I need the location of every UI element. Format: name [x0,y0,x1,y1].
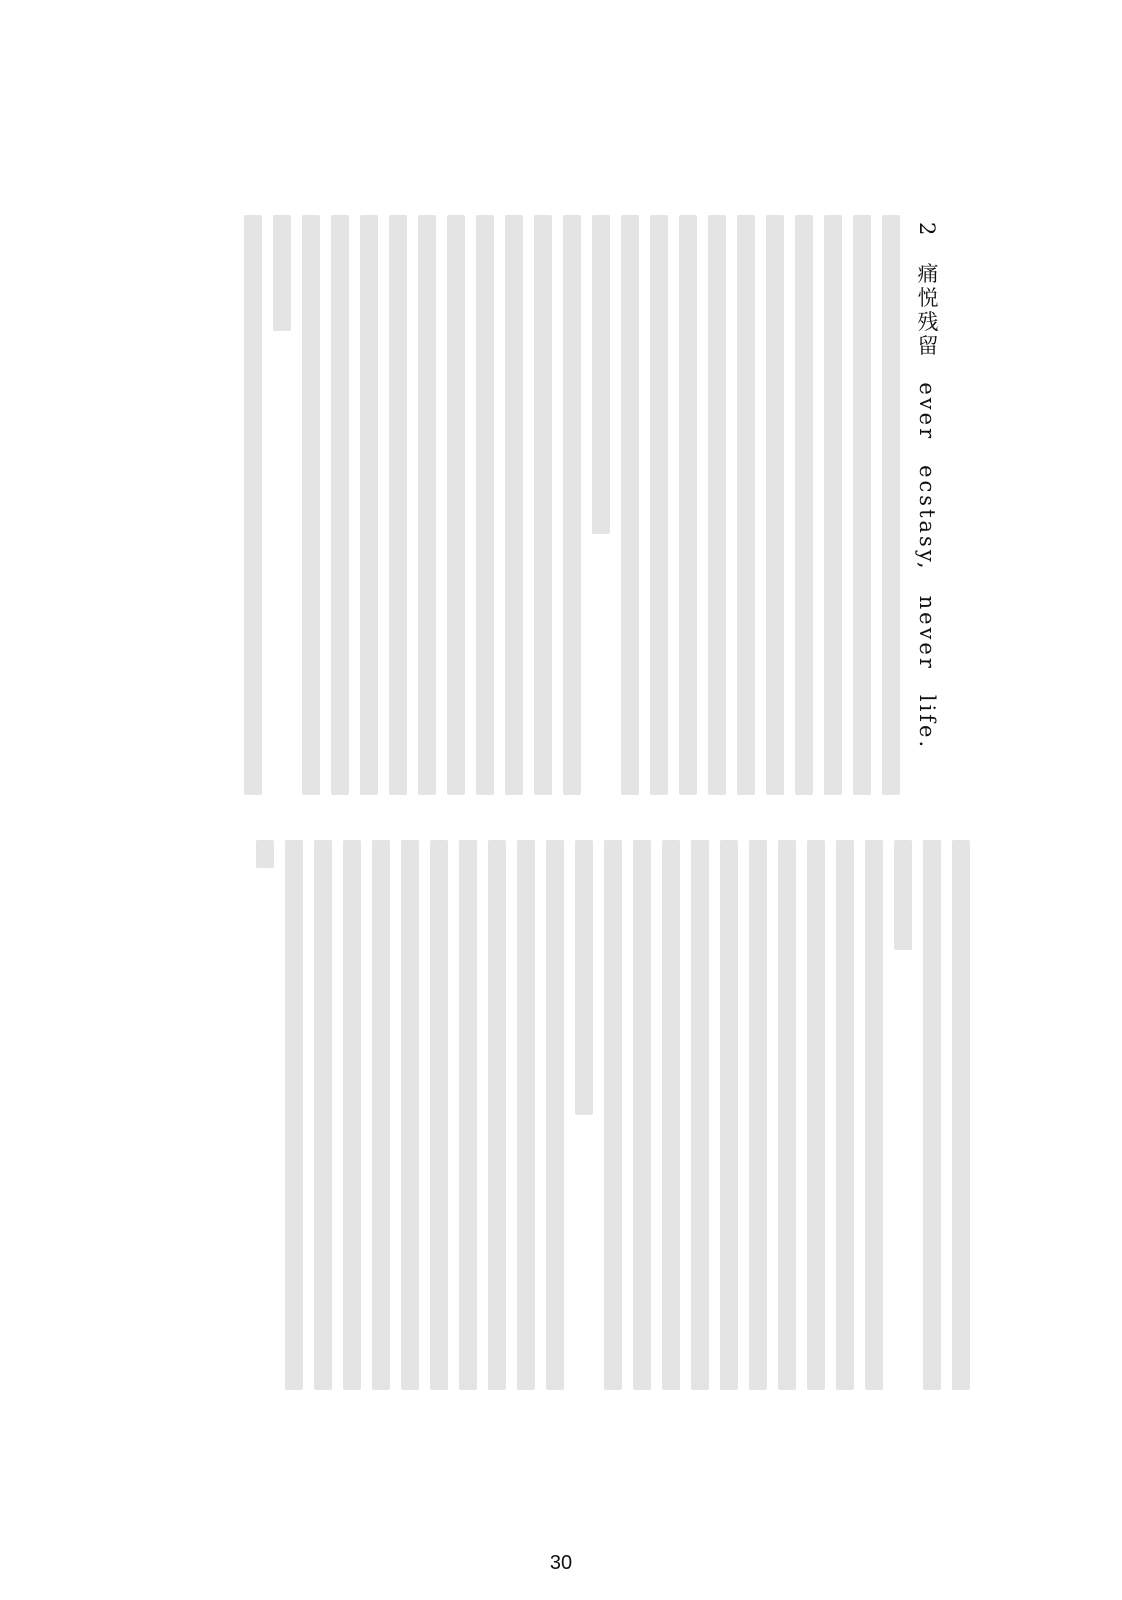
text-column-placeholder [708,215,726,795]
text-column-placeholder [476,215,494,795]
text-column-placeholder [679,215,697,795]
text-column-placeholder [331,215,349,795]
text-column-placeholder [836,840,854,1390]
text-column-placeholder [952,840,970,1390]
text-column-placeholder [807,840,825,1390]
text-column-placeholder [447,215,465,795]
text-column-placeholder [633,840,651,1390]
text-column-placeholder [650,215,668,795]
page-number: 30 [549,1552,573,1574]
body-text-bottom-tier-placeholder [125,840,970,1390]
body-text-top-tier-placeholder [160,215,900,795]
text-column-placeholder [360,215,378,795]
text-column-placeholder [343,840,361,1390]
text-column-placeholder [923,840,941,1390]
text-column-placeholder [546,840,564,1390]
text-column-placeholder [824,215,842,795]
text-column-placeholder [430,840,448,1390]
text-column-placeholder [563,215,581,795]
text-column-placeholder [372,840,390,1390]
text-column-placeholder [737,215,755,795]
text-column-placeholder [418,215,436,795]
section-title: 2 痛悦残留 ever ecstasy, never life. [915,222,939,751]
text-column-placeholder [592,215,610,534]
text-column-placeholder [766,215,784,795]
text-column-placeholder [256,840,274,868]
text-column-placeholder [894,840,912,950]
text-column-placeholder [244,215,262,795]
text-column-placeholder [459,840,477,1390]
text-column-placeholder [749,840,767,1390]
text-column-placeholder [720,840,738,1390]
text-column-placeholder [621,215,639,795]
text-column-placeholder [273,215,291,331]
text-column-placeholder [662,840,680,1390]
text-column-placeholder [795,215,813,795]
text-column-placeholder [853,215,871,795]
text-column-placeholder [302,215,320,795]
text-column-placeholder [505,215,523,795]
text-column-placeholder [401,840,419,1390]
text-column-placeholder [882,215,900,795]
text-column-placeholder [517,840,535,1390]
text-column-placeholder [389,215,407,795]
text-column-placeholder [285,840,303,1390]
text-column-placeholder [534,215,552,795]
text-column-placeholder [314,840,332,1390]
text-column-placeholder [575,840,593,1115]
text-column-placeholder [865,840,883,1390]
text-column-placeholder [488,840,506,1390]
text-column-placeholder [778,840,796,1390]
text-column-placeholder [691,840,709,1390]
text-column-placeholder [604,840,622,1390]
